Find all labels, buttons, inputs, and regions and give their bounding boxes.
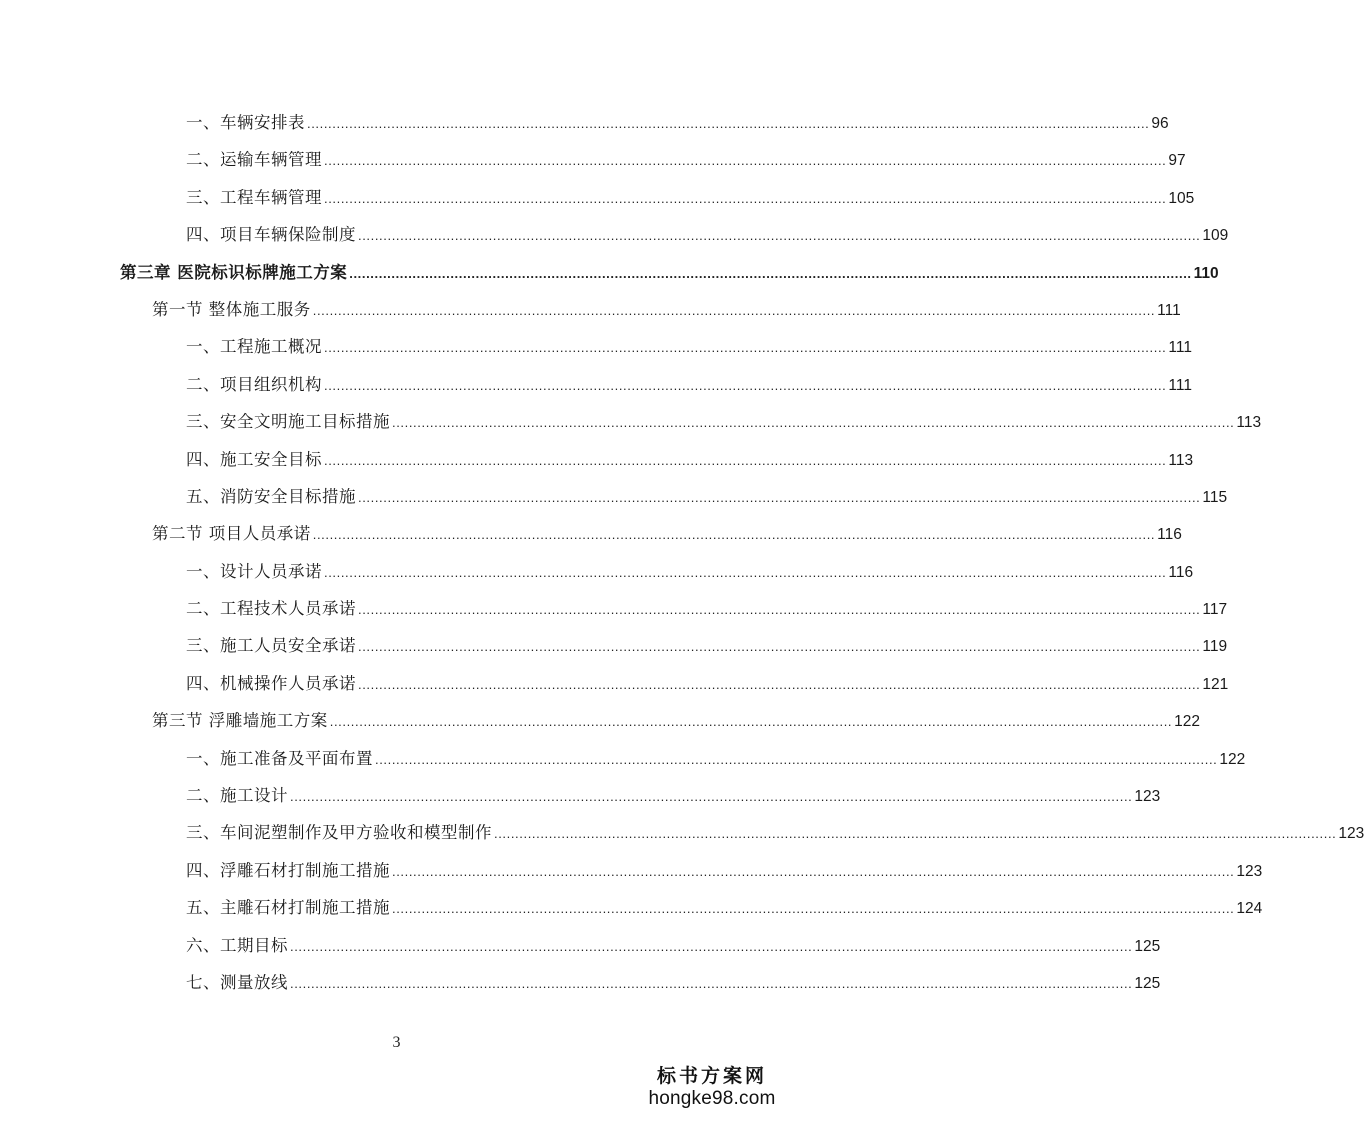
toc-entry-item[interactable] <box>0 623 1228 660</box>
toc-entry-title: 四、项目车辆保险制度 <box>186 225 356 245</box>
toc-leader-dots: ........................................................................................................................................................................................................ <box>358 489 1201 505</box>
toc-leader-dots: ........................................................................................................................................................................................................ <box>494 826 1337 842</box>
toc-leader-dots: ........................................................................................................................................................................................................ <box>312 527 1156 543</box>
toc-entry-section[interactable] <box>0 511 1182 548</box>
toc-entry-title: 二、工程技术人员承诺 <box>186 599 356 619</box>
toc-entry-item[interactable] <box>0 848 1263 885</box>
toc-entry-page: 116 <box>1157 526 1182 544</box>
toc-entry-item[interactable] <box>0 100 1169 137</box>
toc-entry-item[interactable] <box>0 175 1195 212</box>
toc-leader-dots: ........................................................................................................................................................................................................ <box>358 676 1201 692</box>
toc-entry-title: 第二节 项目人员承诺 <box>152 524 311 544</box>
toc-entry-page: 113 <box>1168 451 1194 469</box>
toc-entry-page: 105 <box>1168 189 1195 207</box>
toc-entry-page: 124 <box>1236 900 1263 918</box>
toc-entry-page: 111 <box>1168 376 1192 394</box>
toc-entry-page: 123 <box>1338 825 1364 843</box>
toc-entry-item[interactable] <box>0 923 1161 960</box>
toc-leader-dots: ........................................................................................................................................................................................................ <box>324 340 1167 356</box>
toc-entry-title: 五、消防安全目标措施 <box>186 486 356 506</box>
toc-leader-dots: ........................................................................................................................................................................................................ <box>290 938 1133 954</box>
toc-entry-item[interactable] <box>0 586 1228 623</box>
toc-leader-dots: ........................................................................................................................................................................................................ <box>324 377 1167 393</box>
toc-entry-title: 三、工程车辆管理 <box>186 187 322 207</box>
toc-leader-dots: ........................................................................................................................................................................................................ <box>324 452 1167 468</box>
toc-leader-dots: ........................................................................................................................................................................................................ <box>358 639 1201 655</box>
toc-entry-title: 三、安全文明施工目标措施 <box>186 412 390 432</box>
toc-entry-page: 96 <box>1151 115 1169 132</box>
toc-entry-title: 七、测量放线 <box>186 972 288 992</box>
toc-leader-dots: ........................................................................................................................................................................................................ <box>358 228 1201 244</box>
toc-entry-title: 三、施工人员安全承诺 <box>186 636 356 656</box>
toc-entry-section[interactable] <box>0 698 1200 735</box>
toc-entry-title: 一、车辆安排表 <box>186 113 305 132</box>
toc-entry-title: 一、工程施工概况 <box>186 337 322 357</box>
toc-entry-title: 第三节 浮雕墙施工方案 <box>152 711 328 731</box>
toc-entry-item[interactable] <box>0 810 1364 847</box>
toc-entry-title: 四、机械操作人员承诺 <box>186 673 356 693</box>
toc-leader-dots: ........................................................................................................................................................................................................ <box>375 751 1218 767</box>
watermark-name: 标书方案网 <box>656 1065 767 1087</box>
toc-entry-item[interactable] <box>0 437 1194 474</box>
toc-entry-page: 122 <box>1174 713 1200 731</box>
toc-leader-dots: ........................................................................................................................................................................................................ <box>349 265 1192 281</box>
toc-entry-page: 121 <box>1202 675 1229 693</box>
toc-entry-page: 115 <box>1202 488 1228 506</box>
toc-leader-dots: ........................................................................................................................................................................................................ <box>307 116 1150 131</box>
toc-entry-page: 119 <box>1202 638 1228 656</box>
toc-leader-dots: ........................................................................................................................................................................................................ <box>358 602 1201 618</box>
toc-entry-title: 五、主雕石材打制施工措施 <box>186 898 390 918</box>
toc-entry-item[interactable] <box>0 773 1161 810</box>
toc-entry-item[interactable] <box>0 960 1161 997</box>
toc-entry-title: 二、施工设计 <box>186 786 288 806</box>
toc-leader-dots: ........................................................................................................................................................................................................ <box>312 302 1156 318</box>
toc-entry-item[interactable] <box>0 362 1192 399</box>
toc-entry-page: 97 <box>1168 152 1186 170</box>
toc-entry-title: 六、工期目标 <box>186 935 288 955</box>
toc-entry-page: 111 <box>1157 301 1181 319</box>
toc-entry-title: 四、施工安全目标 <box>186 449 322 469</box>
toc-leader-dots: ........................................................................................................................................................................................................ <box>290 975 1133 991</box>
toc-entry-page: 116 <box>1168 563 1194 581</box>
watermark-url: hongke98.com <box>648 1087 776 1109</box>
toc-entry-page: 117 <box>1202 601 1228 619</box>
toc-leader-dots: ........................................................................................................................................................................................................ <box>324 564 1167 580</box>
toc-leader-dots: ........................................................................................................................................................................................................ <box>290 789 1133 805</box>
toc-entry-title: 第一节 整体施工服务 <box>152 299 311 319</box>
table-of-contents <box>0 100 1364 997</box>
toc-leader-dots: ........................................................................................................................................................................................................ <box>329 714 1173 730</box>
toc-leader-dots: ........................................................................................................................................................................................................ <box>392 863 1235 879</box>
toc-entry-title: 一、施工准备及平面布置 <box>186 748 373 768</box>
site-watermark <box>647 1066 777 1110</box>
toc-leader-dots: ........................................................................................................................................................................................................ <box>392 901 1235 917</box>
toc-entry-page: 122 <box>1219 750 1246 768</box>
toc-entry-item[interactable] <box>0 212 1229 249</box>
toc-entry-page: 125 <box>1134 974 1161 992</box>
toc-entry-item[interactable] <box>0 885 1263 922</box>
toc-entry-title: 三、车间泥塑制作及甲方验收和模型制作 <box>186 823 492 843</box>
toc-entry-title: 第三章 医院标识标牌施工方案 <box>120 262 348 282</box>
toc-entry-title: 二、项目组织机构 <box>186 374 322 394</box>
toc-entry-item[interactable] <box>0 324 1192 361</box>
toc-entry-page: 111 <box>1168 339 1192 357</box>
toc-entry-item[interactable] <box>0 137 1186 174</box>
toc-entry-title: 四、浮雕石材打制施工措施 <box>186 860 390 880</box>
toc-entry-item[interactable] <box>0 736 1246 773</box>
toc-entry-item[interactable] <box>0 661 1229 698</box>
toc-leader-dots: ........................................................................................................................................................................................................ <box>324 153 1167 169</box>
toc-entry-page: 109 <box>1202 227 1229 245</box>
toc-leader-dots: ........................................................................................................................................................................................................ <box>392 415 1235 431</box>
toc-entry-item[interactable] <box>0 549 1194 586</box>
toc-entry-page: 125 <box>1134 937 1161 955</box>
toc-entry-page: 123 <box>1236 862 1263 880</box>
toc-entry-item[interactable] <box>0 399 1262 436</box>
toc-entry-page: 123 <box>1134 788 1161 806</box>
toc-entry-page: 113 <box>1236 414 1262 432</box>
toc-entry-title: 二、运输车辆管理 <box>186 150 322 170</box>
toc-entry-title: 一、设计人员承诺 <box>186 561 322 581</box>
toc-entry-item[interactable] <box>0 474 1228 511</box>
page-number: 3 <box>392 1034 401 1051</box>
toc-entry-page: 110 <box>1193 264 1219 282</box>
toc-leader-dots: ........................................................................................................................................................................................................ <box>324 190 1167 206</box>
toc-entry-chapter[interactable] <box>0 250 1219 287</box>
toc-entry-section[interactable] <box>0 287 1181 324</box>
